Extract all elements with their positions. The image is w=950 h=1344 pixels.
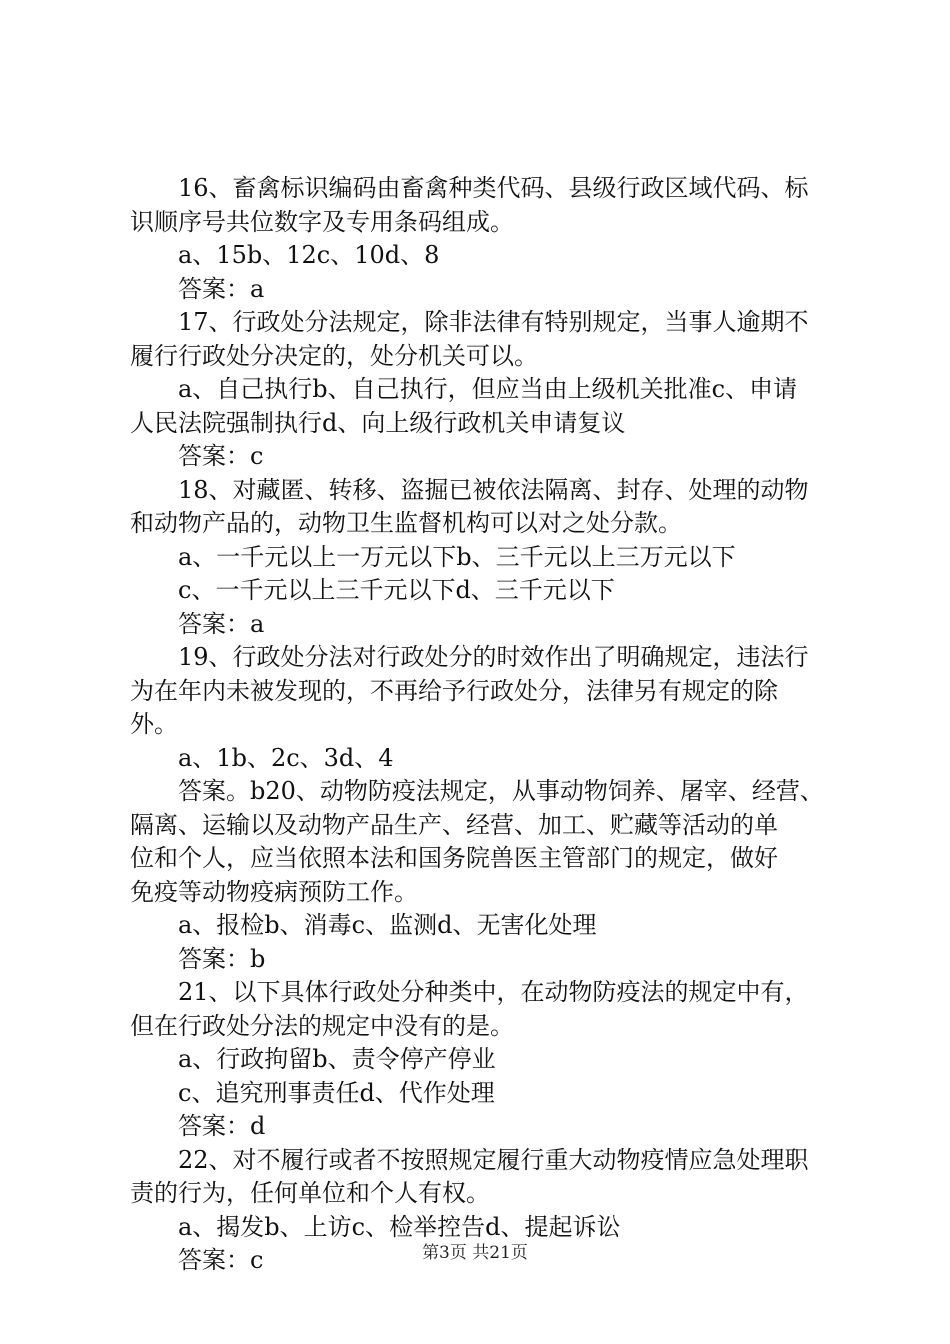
text-line: 答案：b bbox=[178, 944, 266, 973]
text-line: c、一千元以上三千元以下d、三千元以下 bbox=[178, 576, 615, 604]
text-line: 答案：a bbox=[178, 274, 265, 303]
text-line: 18、对藏匿、转移、盗掘已被依法隔离、封存、处理的动物 bbox=[178, 475, 809, 504]
text-line: 答案。b20、动物防疫法规定，从事动物饲养、屠宰、经营、 bbox=[178, 777, 824, 805]
text-line: 19、行政处分法对行政处分的时效作出了明确规定，违法行 bbox=[178, 643, 809, 671]
text-line: 免疫等动物疫病预防工作。 bbox=[130, 877, 418, 906]
text-line: 外。 bbox=[130, 710, 178, 738]
text-line: 人民法院强制执行d、向上级行政机关申请复议 bbox=[130, 408, 626, 437]
text-line: c、追究刑事责任d、代作处理 bbox=[178, 1078, 495, 1107]
text-line: 为在年内未被发现的，不再给予行政处分，法律另有规定的除 bbox=[130, 676, 778, 705]
text-line: a、一千元以上一万元以下b、三千元以上三万元以下 bbox=[178, 542, 736, 571]
text-line: 但在行政处分法的规定中没有的是。 bbox=[130, 1011, 514, 1040]
text-line: 隔离、运输以及动物产品生产、经营、加工、贮藏等活动的单 bbox=[130, 810, 778, 839]
document-body bbox=[130, 172, 830, 1278]
page-footer: 第3页 共21页 bbox=[422, 1243, 528, 1263]
text-line: 答案：d bbox=[178, 1112, 266, 1140]
text-line: a、报检b、消毒c、监测d、无害化处理 bbox=[178, 911, 597, 939]
text-line: 识顺序号共位数字及专用条码组成。 bbox=[130, 207, 514, 236]
text-line: 位和个人，应当依照本法和国务院兽医主管部门的规定，做好 bbox=[130, 844, 778, 872]
text-line: 答案：c bbox=[178, 442, 264, 470]
text-line: a、自己执行b、自己执行，但应当由上级机关批准c、申请 bbox=[178, 375, 798, 403]
text-line: a、1b、2c、3d、4 bbox=[178, 743, 394, 772]
text-line: 16、畜禽标识编码由畜禽种类代码、县级行政区域代码、标 bbox=[178, 174, 809, 202]
text-line: 履行行政处分决定的，处分机关可以。 bbox=[130, 341, 538, 370]
text-line: 21、以下具体行政处分种类中，在动物防疫法的规定中有， bbox=[178, 978, 809, 1006]
text-line: 责的行为，任何单位和个人有权。 bbox=[130, 1179, 490, 1207]
text-line: 17、行政处分法规定，除非法律有特别规定，当事人逾期不 bbox=[178, 308, 809, 336]
text-line: 和动物产品的，动物卫生监督机构可以对之处分款。 bbox=[130, 509, 682, 537]
text-line: a、行政拘留b、责令停产停业 bbox=[178, 1045, 496, 1073]
text-line: 22、对不履行或者不按照规定履行重大动物疫情应急处理职 bbox=[178, 1145, 809, 1174]
text-line: 答案：a bbox=[178, 609, 265, 638]
text-line: a、揭发b、上访c、检举控告d、提起诉讼 bbox=[178, 1212, 621, 1241]
text-line: a、15b、12c、10d、8 bbox=[178, 241, 440, 269]
text-line: 答案：c bbox=[178, 1246, 264, 1274]
